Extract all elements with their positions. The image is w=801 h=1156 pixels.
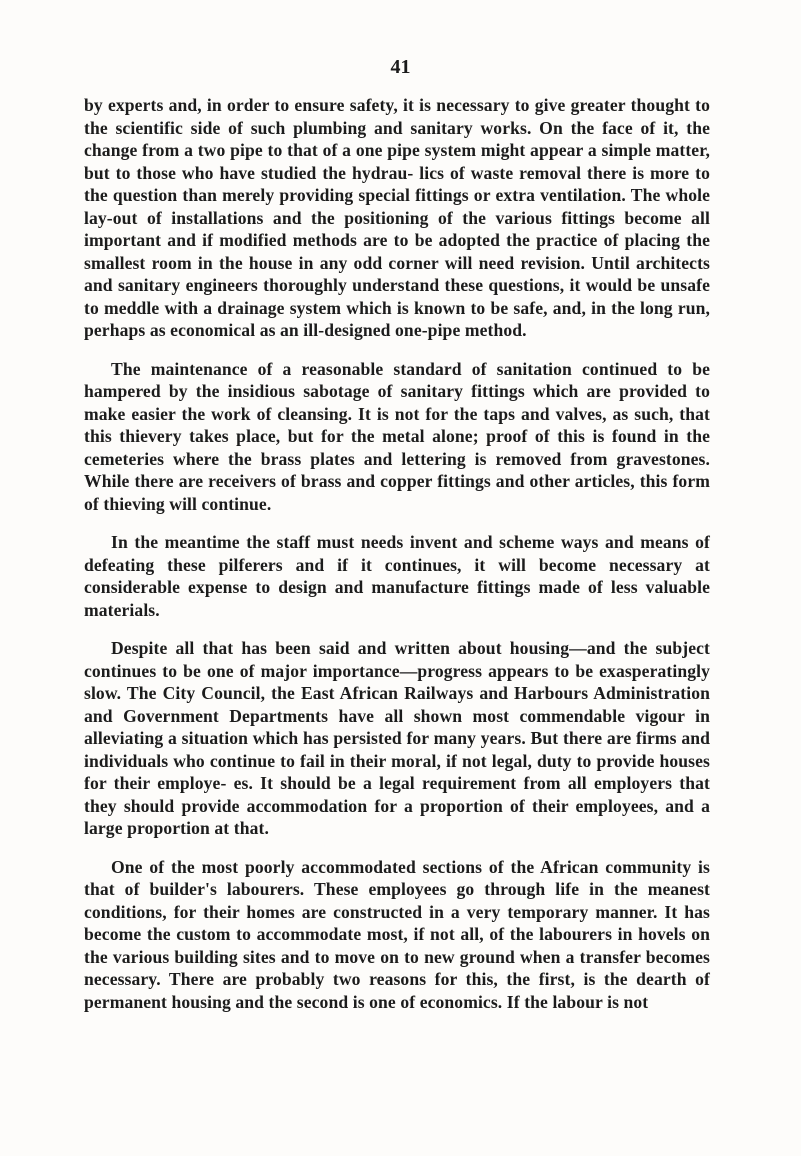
paragraph-housing: Despite all that has been said and written about housing—and the subject continues to be one of major importance—progress appears to be exasperatingly slow. The City Council, the East African Railways and Harbours Administration and Government Departments have all shown most commendable vigour in alleviating a situation which has persisted for many years. But there are firms and individuals who continue to fail in their moral, if not legal, duty to provide houses for their employe- es. It should be a legal requirement from all employers that they should provide accommodation for a proportion of their employees, and a large proportion at that. [84,638,710,838]
page-number: 41 [390,56,411,78]
paragraph-sanitation-sabotage: The maintenance of a reasonable standard of sanitation continued to be hampered by the insidious sabotage of sanitary fittings which are provided to make easier the work of cleansing. It is not for the taps and valves, as such, that this thievery takes place, but for the metal alone; proof of this is found in the cemeteries where the brass plates and lettering is removed from gravestones. While there are receivers of brass and copper fittings and other articles, this form of thieving will continue. [84,358,710,514]
paragraph-pilferers: In the meantime the staff must needs invent and scheme ways and means of defeating these pilferers and if it continues, it will become necessary at considerable expense to design and manufacture fittings made of less valuable materials. [84,532,710,620]
paragraph-builders-labourers: One of the most poorly accommodated sections of the African community is that of builder's labourers. These employees go through life in the meanest conditions, for their homes are constructed in a very temporary manner. It has become the custom to accommodate most, if not all, of the labourers in hovels on the various building sites and to move on to new ground when a transfer becomes necessary. There are probably two reasons for this, the first, is the dearth of permanent housing and the second is one of economics. If the labour is not [84,856,710,1012]
paragraph-plumbing: by experts and, in order to ensure safety, it is necessary to give greater thought to the scientific side of such plumbing and sanitary works. On the face of it, the change from a two pipe to that of a one pipe system might appear a simple matter, but to those who have studied the hydrau- lics of waste removal there is more to the question than merely providing special fittings or extra ventilation. The whole lay-out of installations and the positioning of the various fittings become all important and if modified methods are to be adopted the practice of placing the smallest room in the house in any odd corner will need revision. Until architects and sanitary engineers thoroughly understand these questions, it would be unsafe to meddle with a drainage system which is known to be safe, and, in the long run, perhaps as economical as an ill-designed one-pipe method. [84,95,710,340]
body-text [84,94,710,1013]
